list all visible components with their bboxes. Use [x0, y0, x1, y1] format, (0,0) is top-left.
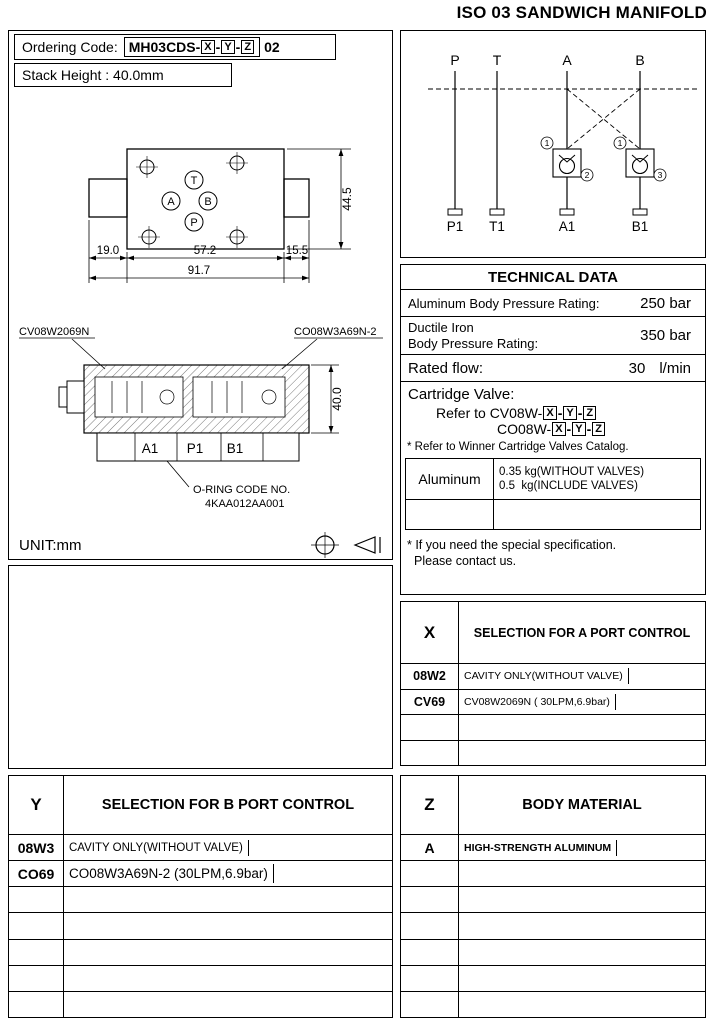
- option-code: [401, 913, 459, 938]
- mounting-hole-icons: [136, 152, 248, 248]
- option-desc-cell: [459, 887, 705, 912]
- port-symbols: [162, 171, 217, 231]
- option-code: [401, 715, 459, 740]
- port-t-label: T: [190, 175, 198, 187]
- section-body: [59, 365, 309, 461]
- option-code: [401, 992, 459, 1017]
- option-desc-cell: [64, 913, 392, 938]
- ordering-code-value: [124, 37, 260, 57]
- selection-table-z: [400, 775, 706, 1018]
- stack-height-label: Stack Height : 40.0mm: [22, 67, 164, 83]
- option-desc-cell: [459, 835, 705, 860]
- pressure-rating-aluminum-row: [401, 290, 705, 317]
- code-prefix: MH03CDS-: [128, 39, 201, 55]
- option-code: CV69: [401, 690, 459, 715]
- schematic-port-b: B: [635, 52, 645, 68]
- cartridge-ref-co: [497, 421, 698, 437]
- dim-center: 57.2: [193, 245, 217, 257]
- aluminum-rating-label: Aluminum Body Pressure Rating:: [408, 295, 600, 311]
- option-code: 08W2: [401, 664, 459, 689]
- cartridge-ref-co-text: CO08W-: [497, 421, 552, 437]
- iron-rating-label-line1: Ductile Iron: [408, 319, 474, 335]
- table-y-header: [9, 776, 392, 834]
- ref-dash: -: [566, 421, 572, 437]
- cartridge-ref-cv-text: Refer to CV08W-: [436, 405, 543, 421]
- option-desc-cell: [64, 992, 392, 1017]
- weight-values: [494, 459, 700, 499]
- table-z-key: Z: [401, 776, 459, 834]
- schematic-port-p1: P1: [446, 219, 464, 234]
- ref-z: Z: [592, 422, 605, 436]
- weight-empty-cell: [494, 499, 700, 529]
- schematic-port-b1: B1: [631, 219, 649, 234]
- code-z: Z: [241, 40, 254, 54]
- option-code: [9, 887, 64, 912]
- option-code: CO69: [9, 861, 64, 886]
- table-z-row: [401, 912, 705, 938]
- weight-include-valves: 0.5 kg(INCLUDE VALVES): [499, 480, 638, 492]
- page-title: ISO 03 SANDWICH MANIFOLD: [456, 3, 707, 22]
- ref-dash: -: [557, 405, 563, 421]
- option-desc: CAVITY ONLY(WITHOUT VALVE): [463, 668, 629, 684]
- table-x-row: [401, 714, 705, 740]
- ref-z: Z: [583, 406, 596, 420]
- option-code: A: [401, 835, 459, 860]
- manifold-top-view-drawing: [17, 125, 387, 305]
- option-desc: CAVITY ONLY(WITHOUT VALVE): [68, 840, 249, 856]
- table-z-header: [401, 776, 705, 834]
- selection-table-x: [400, 601, 706, 766]
- code-dash: -: [215, 39, 221, 55]
- table-z-row: [401, 965, 705, 991]
- unit-label: UNIT:mm: [19, 537, 82, 554]
- rated-flow-label: Rated flow:: [408, 359, 484, 377]
- table-y-key: Y: [9, 776, 64, 834]
- dim-left-tab: 19.0: [96, 245, 120, 257]
- option-desc-cell: [64, 861, 392, 886]
- table-x-row: [401, 740, 705, 766]
- table-z-row: [401, 834, 705, 860]
- option-desc-cell: [64, 887, 392, 912]
- section-port-b1: B1: [226, 441, 244, 456]
- table-x-key: X: [401, 602, 459, 663]
- code-dash: -: [235, 39, 241, 55]
- ref-dash: -: [577, 405, 583, 421]
- table-z-row: [401, 860, 705, 886]
- weight-material: Aluminum: [406, 459, 494, 499]
- rated-flow-row: [401, 355, 705, 382]
- weight-without-valves: 0.35 kg(WITHOUT VALVES): [499, 466, 645, 478]
- dim-right-tab: 15.5: [285, 245, 309, 257]
- option-code: [401, 887, 459, 912]
- cartridge-valve-block: [401, 382, 705, 439]
- table-y-row: [9, 991, 392, 1017]
- valve-b-marker-1: 1: [617, 138, 623, 148]
- section-dim-height: 40.0: [330, 387, 344, 411]
- option-code: [401, 741, 459, 766]
- option-code: [401, 966, 459, 991]
- schematic-port-a: A: [562, 52, 572, 68]
- schematic-port-p: P: [450, 52, 460, 68]
- ordering-code-box: [14, 34, 336, 60]
- stack-height-box: [14, 63, 232, 87]
- schematic-port-t1: T1: [489, 219, 505, 234]
- oring-code-label: O-RING CODE NO.: [193, 484, 291, 496]
- ref-y: Y: [563, 406, 576, 420]
- table-x-row: [401, 689, 705, 715]
- port-p-label: P: [190, 217, 198, 229]
- projection-method-icon: [307, 531, 387, 559]
- code-y: Y: [221, 40, 234, 54]
- special-spec-note: [401, 532, 705, 569]
- option-code: [9, 913, 64, 938]
- cartridge-valve-title: Cartridge Valve:: [408, 386, 515, 403]
- option-code: [401, 861, 459, 886]
- table-y-title: SELECTION FOR B PORT CONTROL: [101, 797, 355, 813]
- schematic-port-a1: A1: [558, 219, 576, 234]
- option-desc: CV08W2069N ( 30LPM,6.9bar): [463, 694, 616, 710]
- special-spec-note-line1: * If you need the special specification.: [407, 538, 617, 552]
- selection-table-y: [8, 775, 393, 1018]
- dim-height: 44.5: [340, 187, 354, 211]
- catalog-note: * Refer to Winner Cartridge Valves Catalog.: [407, 441, 629, 453]
- option-desc-cell: [459, 664, 705, 689]
- option-desc-cell: [459, 741, 705, 766]
- table-z-row: [401, 991, 705, 1017]
- option-desc-cell: [459, 966, 705, 991]
- option-desc-cell: [64, 835, 392, 860]
- table-x-title: SELECTION FOR A PORT CONTROL: [473, 625, 691, 640]
- pilot-lines: [428, 89, 698, 149]
- option-desc: HIGH-STRENGTH ALUMINUM: [463, 840, 617, 856]
- iron-rating-label: [408, 320, 538, 352]
- table-x-row: [401, 663, 705, 689]
- dim-total-width: 91.7: [187, 265, 211, 277]
- drawing-panel: [8, 30, 393, 560]
- schematic-port-t: T: [492, 52, 502, 68]
- rated-flow-unit: l/min: [659, 359, 691, 377]
- iron-rating-label-line2: Body Pressure Rating:: [408, 335, 539, 351]
- option-desc-cell: [459, 861, 705, 886]
- aluminum-rating-value: 250 bar: [640, 294, 691, 312]
- option-desc-cell: [64, 940, 392, 965]
- table-y-row: [9, 965, 392, 991]
- pressure-rating-iron-row: [401, 317, 705, 355]
- table-y-row: [9, 912, 392, 938]
- table-y-row: [9, 860, 392, 886]
- port-b-label: B: [204, 196, 212, 208]
- technical-data-title: TECHNICAL DATA: [401, 265, 705, 290]
- option-desc-cell: [459, 715, 705, 740]
- valve-b-marker-3: 3: [657, 170, 663, 180]
- ref-y: Y: [572, 422, 585, 436]
- notes-empty-box: [8, 565, 393, 769]
- code-suffix: 02: [264, 39, 280, 55]
- iron-rating-value: 350 bar: [640, 327, 691, 344]
- ordering-code-label: Ordering Code:: [22, 39, 118, 55]
- left-cartridge-label: CV08W2069N: [19, 326, 90, 338]
- valve-a-marker-2: 2: [584, 170, 590, 180]
- table-y-row: [9, 939, 392, 965]
- table-z-row: [401, 939, 705, 965]
- ref-dash: -: [586, 421, 592, 437]
- cartridge-ref-cv: [436, 405, 698, 421]
- option-code: [9, 940, 64, 965]
- table-y-row: [9, 886, 392, 912]
- special-spec-note-line2: Please contact us.: [414, 554, 517, 568]
- technical-data-panel: [400, 264, 706, 595]
- section-port-p1: P1: [186, 441, 204, 456]
- right-cartridge-label: CO08W3A69N-2: [294, 326, 377, 338]
- table-x-header: [401, 602, 705, 663]
- option-desc: CO08W3A69N-2 (30LPM,6.9bar): [68, 864, 274, 883]
- cone-symbol-icon: [355, 537, 380, 553]
- hydraulic-schematic: [401, 31, 705, 257]
- rated-flow-value: 30: [628, 359, 646, 377]
- target-symbol-icon: [311, 532, 339, 558]
- oring-leader-line: [167, 461, 189, 487]
- option-desc-cell: [459, 992, 705, 1017]
- dimension-lines: [89, 149, 351, 283]
- port-pads: [448, 209, 647, 215]
- schematic-panel: [400, 30, 706, 258]
- option-desc-cell: [64, 966, 392, 991]
- oring-code-value: 4KAA012AA001: [205, 498, 285, 510]
- table-y-row: [9, 834, 392, 860]
- option-code: [9, 992, 64, 1017]
- option-code: [9, 966, 64, 991]
- section-port-a1: A1: [141, 441, 159, 456]
- port-a-label: A: [167, 196, 175, 208]
- option-code: [401, 940, 459, 965]
- code-x: X: [201, 40, 214, 54]
- ref-x: X: [552, 422, 565, 436]
- option-desc-cell: [459, 940, 705, 965]
- ref-x: X: [543, 406, 556, 420]
- valve-a-marker-1: 1: [544, 138, 550, 148]
- table-z-row: [401, 886, 705, 912]
- option-code: 08W3: [9, 835, 64, 860]
- table-z-title: BODY MATERIAL: [522, 797, 642, 813]
- weight-empty-cell: [406, 499, 494, 529]
- option-desc-cell: [459, 913, 705, 938]
- option-desc-cell: [459, 690, 705, 715]
- weight-table: [405, 458, 701, 530]
- manifold-section-drawing: [17, 319, 387, 534]
